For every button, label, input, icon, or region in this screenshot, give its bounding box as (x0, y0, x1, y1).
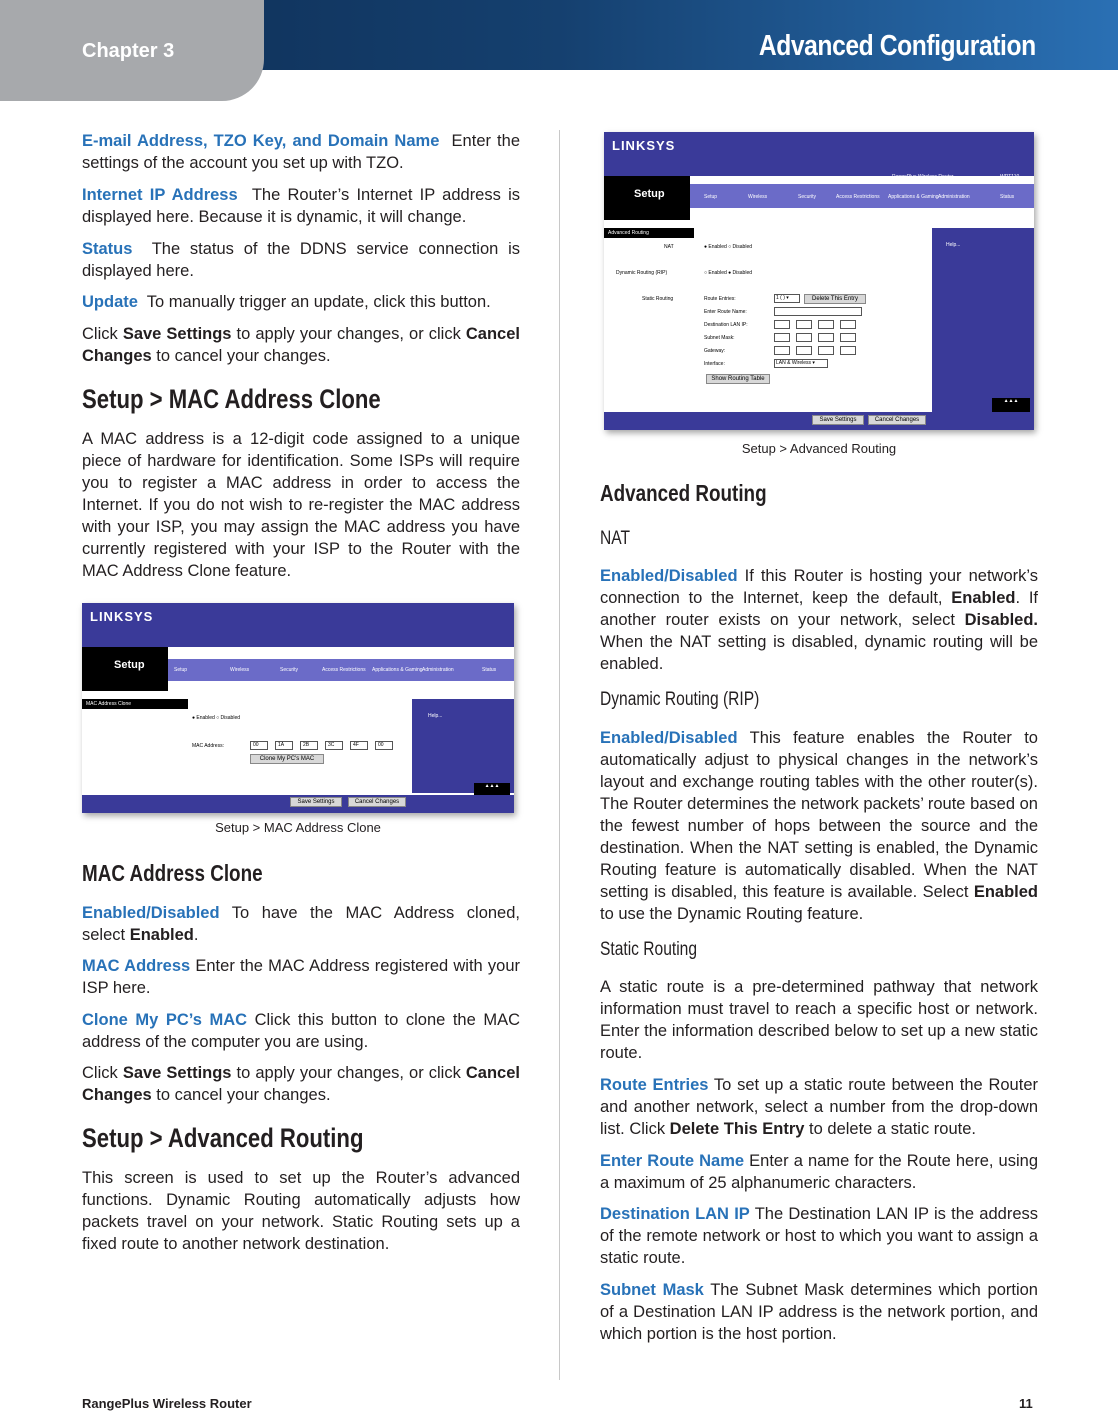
tab-setup[interactable]: Setup (704, 194, 718, 200)
bold: Save Settings (122, 325, 232, 343)
tab-apps[interactable]: Applications & Gaming (888, 194, 939, 200)
section-title: Setup (634, 188, 665, 200)
text: to apply your changes, or click (231, 1064, 466, 1082)
model-name: WRT110 (1000, 174, 1020, 180)
term: Internet IP Address (82, 186, 238, 204)
heading-setup-advanced-routing: Setup > Advanced Routing (82, 1123, 364, 1153)
heading-advanced-routing: Advanced Routing (600, 480, 767, 506)
radio-enabled-disabled[interactable]: ● Enabled ○ Disabled (192, 715, 241, 721)
tab-admin[interactable]: Administration (422, 667, 454, 673)
caption-advanced-routing: Setup > Advanced Routing (741, 441, 897, 456)
text: Enter the MAC Address registered with your ISP here. (82, 957, 521, 997)
text: To have the MAC Address cloned, select (82, 904, 520, 944)
subnet-2[interactable] (796, 333, 812, 342)
column-divider (559, 130, 560, 1380)
text: Click (82, 325, 123, 343)
subnet-4[interactable] (840, 333, 856, 342)
advanced-routing-screenshot (604, 132, 1034, 430)
select-value: LAN & Wireless ▾ (776, 360, 815, 366)
paragraph-route-entries (600, 1074, 1038, 1140)
text: to cancel your changes. (151, 347, 331, 365)
term: Subnet Mask (600, 1281, 704, 1299)
text: to delete a static route. (804, 1120, 976, 1138)
mac-value: 3C (328, 742, 335, 748)
side-label-static: Static Routing (642, 296, 674, 302)
mac-field-label: MAC Address: (192, 743, 224, 749)
linksys-logo: LINKSYS (90, 609, 154, 624)
help-link[interactable]: Help... (946, 242, 961, 248)
row-dest-ip: Destination LAN IP: (704, 322, 748, 328)
term: MAC Address (82, 957, 191, 975)
paragraph-rip (600, 727, 1038, 925)
bold: Enabled (129, 926, 194, 944)
mac-value: 00 (378, 742, 384, 748)
paragraph-advanced-intro: This screen is used to set up the Router’s advanced functions. Dynamic Routing automatically adjusts how packets travel on your network. Static Routing sets up a fixed route to another network destination. (82, 1169, 520, 1253)
side-label: MAC Address Clone (86, 701, 132, 707)
text: Click this button to clone the MAC address of the computer you are using. (82, 1011, 520, 1051)
term: Clone My PC’s MAC (82, 1011, 248, 1029)
save-settings-button[interactable]: Save Settings (290, 797, 342, 807)
bold: Cancel Changes (82, 325, 520, 365)
text: to apply your changes, or click (231, 325, 466, 343)
gateway-4[interactable] (840, 346, 856, 355)
dest-ip-1[interactable] (774, 320, 790, 329)
text: to cancel your changes. (151, 1086, 331, 1104)
section-title: Setup (114, 659, 145, 671)
footer-product-name: RangePlus Wireless Router (82, 1396, 252, 1411)
tab-setup[interactable]: Setup (174, 667, 188, 673)
tab-security[interactable]: Security (798, 194, 817, 200)
linksys-logo: LINKSYS (612, 138, 676, 153)
text: The Destination LAN IP is the address of the remote network or host to which you want to assign a static route. (600, 1205, 1038, 1267)
show-routing-table-button[interactable]: Show Routing Table (706, 374, 770, 384)
term: Enabled/Disabled (82, 904, 220, 922)
text: . If another router exists on your network, select (600, 589, 1038, 629)
term: E-mail Address, TZO Key, and Domain Name (82, 132, 440, 150)
header-title: Advanced Configuration (759, 30, 1036, 62)
paragraph-clone-my-pc (82, 1009, 520, 1053)
mac-field-1[interactable] (250, 741, 268, 750)
paragraph-mac-intro: A MAC address is a 12-digit code assigned to a unique piece of hardware for identification. Some ISPs will require you to register a MAC address in order to access the Internet. If you do not wish to re-register the MAC address with your ISP, you may assign the MAC address you have currently registered with your ISP to the Router with the MAC Address Clone feature. (82, 430, 520, 580)
cancel-changes-button[interactable]: Cancel Changes (348, 797, 406, 807)
help-panel (932, 228, 1034, 412)
paragraph-nat (600, 565, 1038, 675)
paragraph-save-cancel (82, 323, 520, 367)
dest-ip-3[interactable] (818, 320, 834, 329)
side-label-nat: NAT (664, 244, 674, 250)
text: If this Router is hosting your network’s connection to the Internet, keep the default, (600, 567, 1038, 607)
side-label-rip: Dynamic Routing (RIP) (616, 270, 668, 276)
model-name: WRT110 (464, 650, 484, 656)
product-name: RangePlus Wireless Router (340, 650, 402, 656)
term: Destination LAN IP (600, 1205, 750, 1223)
paragraph-mac-address (82, 955, 520, 999)
heading-mac-address-clone-section: MAC Address Clone (82, 860, 263, 886)
row-interface: Interface: (704, 361, 725, 367)
term: Update (82, 293, 138, 311)
side-label-advanced: Advanced Routing (608, 230, 649, 236)
text: To manually trigger an update, click this button. (146, 293, 491, 311)
heading-mac-address-clone: Setup > MAC Address Clone (82, 384, 381, 414)
gateway-3[interactable] (818, 346, 834, 355)
mac-field-3[interactable] (300, 741, 318, 750)
mac-clone-screenshot (82, 603, 514, 813)
paragraph-route-name (600, 1150, 1038, 1194)
tab-security[interactable]: Security (280, 667, 299, 673)
paragraph-mac-enabled (82, 902, 520, 946)
term: Route Entries (600, 1076, 709, 1094)
tab-apps[interactable]: Applications & Gaming (372, 667, 423, 673)
term: Status (82, 240, 133, 258)
row-route-entries: Route Entries: (704, 296, 736, 302)
bold: Delete This Entry (669, 1120, 805, 1138)
mac-field-2[interactable] (275, 741, 293, 750)
mac-field-6[interactable] (375, 741, 393, 750)
term: Enabled/Disabled (600, 567, 738, 585)
cisco-logo: ▲▲▲ (474, 783, 510, 795)
tab-status[interactable]: Status (482, 667, 497, 673)
dest-ip-2[interactable] (796, 320, 812, 329)
select-value: 1 ( ) ▾ (776, 295, 789, 301)
mac-value: 1A (278, 742, 285, 748)
bold: Save Settings (122, 1064, 232, 1082)
term: Enter Route Name (600, 1152, 745, 1170)
paragraph-internet-ip (82, 184, 520, 228)
mac-value: 2B (303, 742, 310, 748)
text: Enter a name for the Route here, using a maximum of 25 alphanumeric characters. (600, 1152, 1039, 1192)
text: When the NAT setting is disabled, dynamic routing will be enabled. (600, 633, 1038, 673)
text: This feature enables the Router to automatically adjust to physical changes in the network’s layout and exchange routing tables with the other router(s). The Router determines the network packets’ route based on the fewest number of hops between the source and the destination. When the NAT setting is enabled, the Dynamic Routing feature is automatically disabled. When the NAT setting is disabled, this feature is available. Select (600, 729, 1038, 901)
mac-field-4[interactable] (325, 741, 343, 750)
rip-radio[interactable]: ○ Enabled ● Disabled (704, 270, 753, 276)
paragraph-save-cancel-2 (82, 1062, 520, 1106)
tab-status[interactable]: Status (1000, 194, 1015, 200)
gateway-1[interactable] (774, 346, 790, 355)
row-gateway: Gateway: (704, 348, 726, 354)
bold: Enabled (951, 589, 1016, 607)
cisco-logo: ▲▲▲ (992, 398, 1030, 412)
tab-wireless[interactable]: Wireless (230, 667, 250, 673)
chapter-tab (0, 0, 264, 101)
text: to use the Dynamic Routing feature. (600, 905, 864, 923)
paragraph-email-tzo (82, 130, 520, 174)
text: The status of the DDNS service connection is displayed here. (82, 240, 520, 280)
clone-my-pc-mac-button[interactable]: Clone My PC's MAC (250, 754, 324, 764)
tab-access[interactable]: Access Restrictions (836, 194, 880, 200)
text: To set up a static route between the Router and another network, select a number from the drop-down list. Click (600, 1076, 1038, 1138)
bold: Cancel Changes (82, 1064, 520, 1104)
bold: Disabled. (964, 611, 1038, 629)
bold: Enabled (973, 883, 1038, 901)
mac-field-5[interactable] (350, 741, 368, 750)
route-entries-select[interactable] (774, 294, 800, 303)
chapter-label: Chapter 3 (82, 40, 175, 62)
mac-value: 00 (253, 742, 259, 748)
dest-ip-4[interactable] (840, 320, 856, 329)
product-name: RangePlus Wireless Router (892, 174, 954, 180)
paragraph-destination-lan-ip (600, 1203, 1038, 1269)
paragraph-status (82, 238, 520, 282)
text: Enter the settings of the account you set up with TZO. (82, 132, 520, 172)
interface-select[interactable] (774, 359, 828, 368)
heading-static-routing: Static Routing (600, 939, 698, 960)
footer-page-number: 11 (1019, 1396, 1033, 1411)
cancel-changes-button[interactable]: Cancel Changes (868, 415, 926, 425)
tab-admin[interactable]: Administration (938, 194, 970, 200)
delete-this-entry-button[interactable]: Delete This Entry (804, 294, 866, 304)
route-name-field[interactable] (774, 307, 862, 316)
subnet-1[interactable] (774, 333, 790, 342)
subnet-3[interactable] (818, 333, 834, 342)
term: Enabled/Disabled (600, 729, 738, 747)
text: Click (82, 1064, 123, 1082)
row-subnet: Subnet Mask: (704, 335, 735, 341)
paragraph-subnet-mask (600, 1279, 1038, 1345)
gateway-2[interactable] (796, 346, 812, 355)
caption-mac-clone: Setup > MAC Address Clone (215, 820, 381, 835)
row-route-name: Enter Route Name: (704, 309, 747, 315)
text: . (193, 926, 199, 944)
tab-wireless[interactable]: Wireless (748, 194, 768, 200)
nat-radio[interactable]: ● Enabled ○ Disabled (704, 244, 753, 250)
tab-access[interactable]: Access Restrictions (322, 667, 366, 673)
paragraph-static-intro: A static route is a pre-determined pathway that network information must travel to reach a specific host or network. Enter the information described below to set up a new static route. (600, 978, 1038, 1062)
text: The Subnet Mask determines which portion of a Destination LAN IP address is the network portion, and which portion is the host portion. (600, 1281, 1038, 1343)
heading-dynamic-routing: Dynamic Routing (RIP) (600, 689, 760, 710)
save-settings-button[interactable]: Save Settings (812, 415, 864, 425)
paragraph-update (82, 291, 520, 313)
heading-nat: NAT (600, 528, 631, 549)
text: The Router’s Internet IP address is displayed here. Because it is dynamic, it will change. (82, 186, 520, 226)
help-link[interactable]: Help... (428, 713, 443, 719)
mac-value: 4F (353, 742, 359, 748)
